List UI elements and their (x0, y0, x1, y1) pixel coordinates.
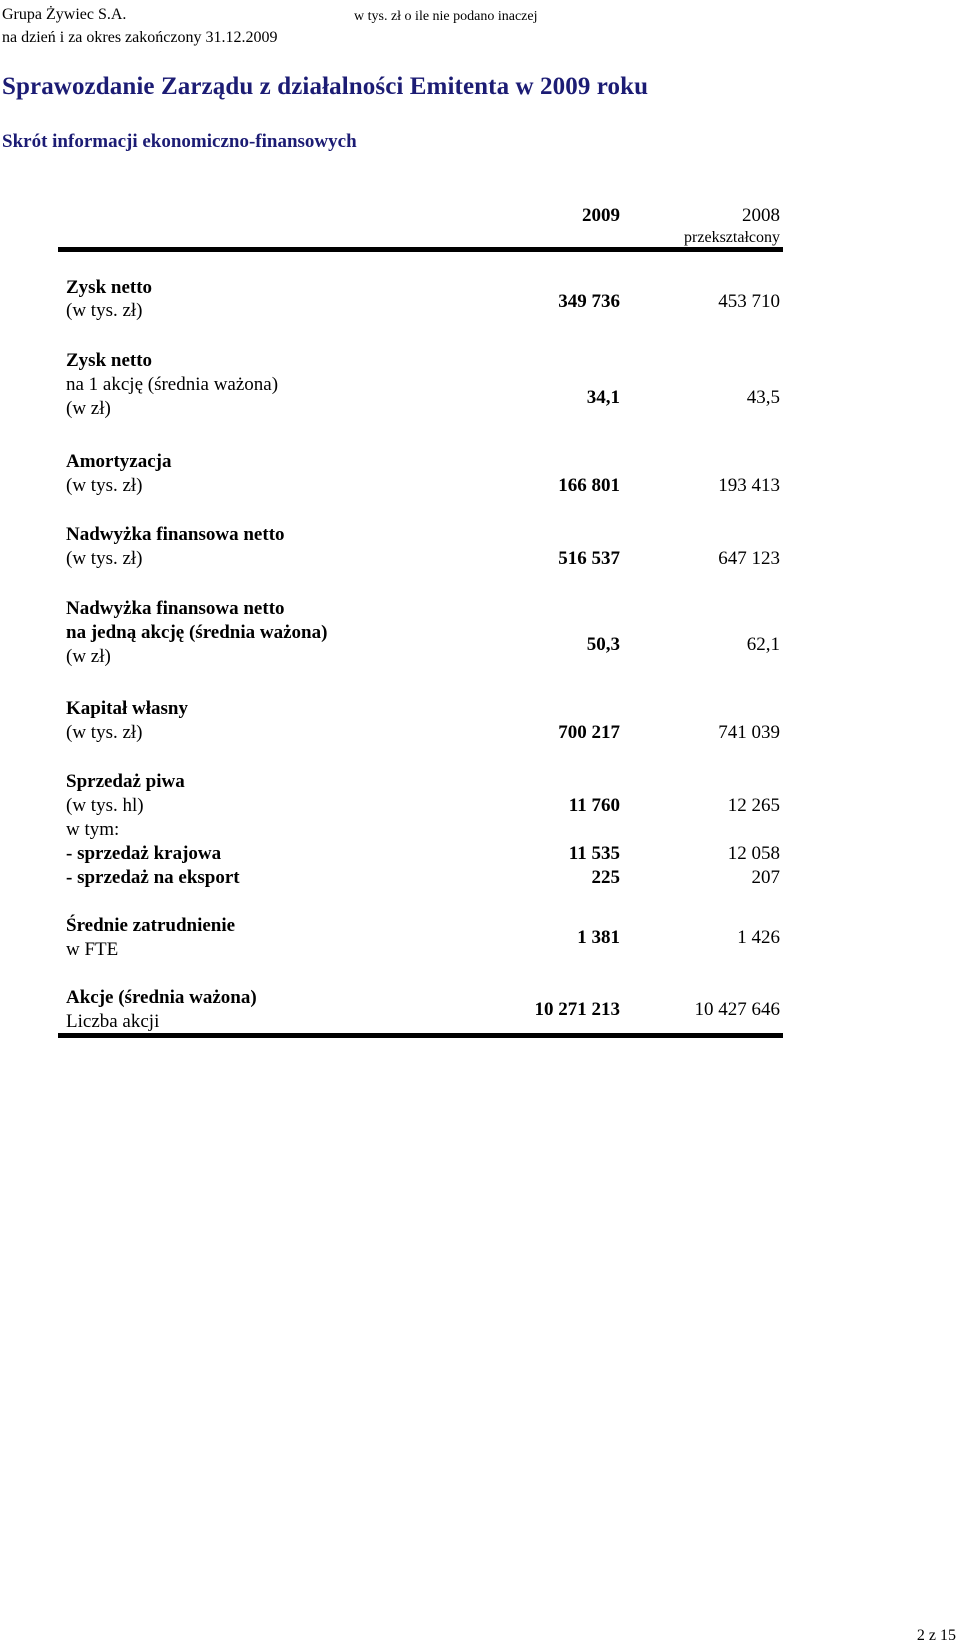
row-sublabel: (w zł) (66, 398, 111, 419)
row-sublabel: (w tys. zł) (66, 300, 143, 321)
row-sublabel: (w tys. hl) (66, 795, 144, 816)
row-label: Nadwyżka finansowa netto (66, 524, 285, 545)
table-top-rule (58, 247, 783, 252)
page-subtitle: Skrót informacji ekonomiczno-finansowych (2, 131, 357, 152)
column-header-2008-note: przekształcony (684, 229, 780, 246)
value-2008: 453 710 (718, 291, 780, 312)
units-note: w tys. zł o ile nie podano inaczej (354, 9, 538, 24)
value-2008: 10 427 646 (694, 999, 780, 1020)
row-sublabel: (w tys. zł) (66, 548, 143, 569)
column-header-2009: 2009 (582, 205, 620, 226)
row-label: Kapitał własny (66, 698, 188, 719)
value-2009: 34,1 (586, 387, 620, 408)
value-2009: 225 (591, 867, 620, 888)
row-label: w tym: (66, 819, 120, 840)
value-2008: 12 265 (727, 795, 780, 816)
row-sublabel: (w tys. zł) (66, 722, 143, 743)
value-2009: 10 271 213 (534, 999, 620, 1020)
value-2009: 11 760 (568, 795, 620, 816)
value-2009: 166 801 (558, 475, 620, 496)
row-sublabel: (w tys. zł) (66, 475, 143, 496)
row-label: Nadwyżka finansowa netto (66, 598, 285, 619)
row-label: - sprzedaż krajowa (66, 843, 222, 864)
row-label: Akcje (średnia ważona) (66, 987, 257, 1008)
row-sublabel: (w zł) (66, 646, 111, 667)
value-2008: 741 039 (718, 722, 780, 743)
value-2009: 516 537 (558, 548, 620, 569)
report-period: na dzień i za okres zakończony 31.12.2009 (2, 29, 278, 46)
value-2008: 12 058 (727, 843, 780, 864)
value-2008: 1 426 (737, 927, 780, 948)
row-sublabel: w FTE (66, 939, 119, 960)
value-2008: 207 (751, 867, 780, 888)
value-2009: 1 381 (577, 927, 620, 948)
value-2009: 349 736 (558, 291, 620, 312)
row-label: Amortyzacja (66, 451, 172, 472)
value-2009: 50,3 (586, 634, 620, 655)
table-bottom-rule (58, 1033, 783, 1038)
value-2008: 193 413 (718, 475, 780, 496)
column-header-2008: 2008 (742, 205, 780, 226)
row-sublabel: na jedną akcję (średnia ważona) (66, 622, 328, 643)
row-label: Średnie zatrudnienie (66, 915, 236, 936)
value-2009: 11 535 (568, 843, 620, 864)
value-2009: 700 217 (558, 722, 620, 743)
value-2008: 647 123 (718, 548, 780, 569)
row-sublabel: na 1 akcję (średnia ważona) (66, 374, 279, 395)
page-number: 2 z 15 (916, 1627, 956, 1644)
row-label: Zysk netto (66, 350, 153, 371)
value-2008: 62,1 (746, 634, 780, 655)
page-title: Sprawozdanie Zarządu z działalności Emitenta w 2009 roku (2, 73, 649, 100)
row-label: - sprzedaż na eksport (66, 867, 240, 888)
company-name: Grupa Żywiec S.A. (2, 6, 127, 23)
value-2008: 43,5 (746, 387, 780, 408)
row-sublabel: Liczba akcji (66, 1011, 160, 1032)
row-label: Zysk netto (66, 277, 153, 298)
row-label: Sprzedaż piwa (66, 771, 185, 792)
